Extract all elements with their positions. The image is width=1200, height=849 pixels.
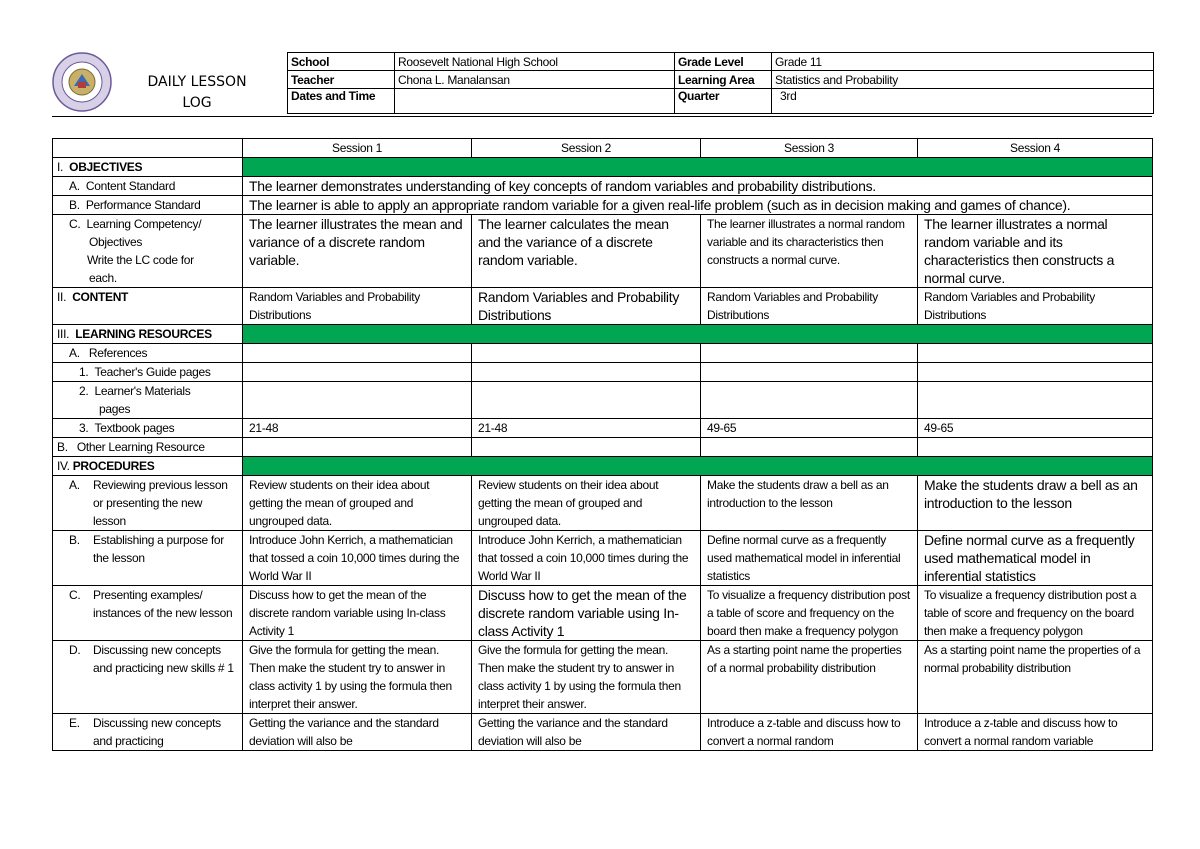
school-value: Roosevelt National High School <box>395 53 675 71</box>
content-standard-row <box>53 177 1153 196</box>
resources-row <box>53 325 1153 344</box>
resources-heading: III. LEARNING RESOURCES <box>53 325 243 344</box>
other-resource-label: B. Other Learning Resource <box>53 438 243 457</box>
header-rule <box>52 116 1152 117</box>
info-table <box>287 52 1154 114</box>
title-line-2: LOG <box>182 95 212 111</box>
procedure-b-label: B. Establishing a purpose for the lesson <box>53 531 243 586</box>
dates-value <box>395 89 675 114</box>
competency-session-1: The learner illustrates the mean and variance of a discrete random variable. <box>243 215 472 288</box>
procedure-c-session-2: Discuss how to get the mean of the discrete random variable using In-class Activity 1 <box>472 586 701 641</box>
content-standard-text: The learner demonstrates understanding of key concepts of random variables and probability distributions. <box>243 177 1153 196</box>
session-4-header: Session 4 <box>918 139 1153 158</box>
objectives-heading: I. OBJECTIVES <box>53 158 243 177</box>
area-label: Learning Area <box>675 71 772 89</box>
deped-seal-icon <box>52 52 112 112</box>
session-1-header: Session 1 <box>243 139 472 158</box>
textbook-session-2: 21-48 <box>472 419 701 438</box>
procedure-b-session-4: Define normal curve as a frequently used mathematical model in inferential statistics <box>918 531 1153 586</box>
area-value: Statistics and Probability <box>772 71 1154 89</box>
procedure-e-session-3: Introduce a z-table and discuss how to convert a normal random <box>701 714 918 751</box>
procedure-c-session-1: Discuss how to get the mean of the discrete random variable using In-class Activity 1 <box>243 586 472 641</box>
procedure-e-session-1: Getting the variance and the standard deviation will also be <box>243 714 472 751</box>
school-label: School <box>288 53 395 71</box>
procedure-d-row <box>53 641 1153 714</box>
procedure-e-label: E. Discussing new concepts and practicing <box>53 714 243 751</box>
procedure-e-row <box>53 714 1153 751</box>
document-header <box>52 46 1152 118</box>
session-2-header: Session 2 <box>472 139 701 158</box>
procedure-c-label: C. Presenting examples/ instances of the new lesson <box>53 586 243 641</box>
textbook-session-3: 49-65 <box>701 419 918 438</box>
session-header-row <box>53 139 1153 158</box>
performance-standard-text: The learner is able to apply an appropriate random variable for a given real-life problem (such as in decision making and games of chance). <box>243 196 1153 215</box>
competency-session-2: The learner calculates the mean and the variance of a discrete random variable. <box>472 215 701 288</box>
other-resource-row <box>53 438 1153 457</box>
procedure-d-session-1: Give the formula for getting the mean. Then make the student try to answer in class activity 1 by using the formula then interpret their answer. <box>243 641 472 714</box>
grade-value: Grade 11 <box>772 53 1154 71</box>
references-label: A. References <box>53 344 243 363</box>
procedure-d-session-2: Give the formula for getting the mean. Then make the student try to answer in class activity 1 by using the formula then interpret their answer. <box>472 641 701 714</box>
objectives-band <box>243 158 1153 177</box>
learners-materials-row <box>53 382 1153 419</box>
procedure-b-row <box>53 531 1153 586</box>
procedure-c-row <box>53 586 1153 641</box>
content-session-1: Random Variables and Probability Distributions <box>243 288 472 325</box>
title-line-1: DAILY LESSON <box>147 74 247 90</box>
competency-label: C. Learning Competency/ Objectives Write the LC code for each. <box>53 215 243 288</box>
learners-materials-label: 2. Learner's Materials pages <box>53 382 243 419</box>
content-heading: II. CONTENT <box>53 288 243 325</box>
content-session-3: Random Variables and Probability Distributions <box>701 288 918 325</box>
textbook-label: 3. Textbook pages <box>53 419 243 438</box>
procedure-a-session-3: Make the students draw a bell as an introduction to the lesson <box>701 476 918 531</box>
quarter-label: Quarter <box>675 89 772 114</box>
lesson-table <box>52 138 1153 751</box>
performance-standard-label: B. Performance Standard <box>53 196 243 215</box>
textbook-session-4: 49-65 <box>918 419 1153 438</box>
procedure-b-session-2: Introduce John Kerrich, a mathematician that tossed a coin 10,000 times during the World War II <box>472 531 701 586</box>
corner-cell <box>53 139 243 158</box>
procedure-a-session-4: Make the students draw a bell as an introduction to the lesson <box>918 476 1153 531</box>
procedure-a-session-2: Review students on their idea about getting the mean of grouped and ungrouped data. <box>472 476 701 531</box>
document-title <box>122 72 272 114</box>
session-3-header: Session 3 <box>701 139 918 158</box>
procedure-c-session-3: To visualize a frequency distribution post a table of score and frequency on the board then make a frequency polygon <box>701 586 918 641</box>
procedure-e-session-4: Introduce a z-table and discuss how to convert a normal random variable <box>918 714 1153 751</box>
teachers-guide-row <box>53 363 1153 382</box>
resources-band <box>243 325 1153 344</box>
procedure-d-label: D. Discussing new concepts and practicing new skills # 1 <box>53 641 243 714</box>
procedure-d-session-3: As a starting point name the properties of a normal probability distribution <box>701 641 918 714</box>
procedure-e-session-2: Getting the variance and the standard deviation will also be <box>472 714 701 751</box>
procedure-a-row <box>53 476 1153 531</box>
grade-label: Grade Level <box>675 53 772 71</box>
teachers-guide-label: 1. Teacher's Guide pages <box>53 363 243 382</box>
content-row <box>53 288 1153 325</box>
procedure-b-session-3: Define normal curve as a frequently used mathematical model in inferential statistics <box>701 531 918 586</box>
teacher-value: Chona L. Manalansan <box>395 71 675 89</box>
procedure-b-session-1: Introduce John Kerrich, a mathematician that tossed a coin 10,000 times during the World War II <box>243 531 472 586</box>
objectives-row <box>53 158 1153 177</box>
references-row <box>53 344 1153 363</box>
procedure-c-session-4: To visualize a frequency distribution post a table of score and frequency on the board then make a frequency polygon <box>918 586 1153 641</box>
procedure-a-session-1: Review students on their idea about getting the mean of grouped and ungrouped data. <box>243 476 472 531</box>
textbook-session-1: 21-48 <box>243 419 472 438</box>
content-session-4: Random Variables and Probability Distributions <box>918 288 1153 325</box>
competency-session-3: The learner illustrates a normal random variable and its characteristics then constructs a normal curve. <box>701 215 918 288</box>
procedures-row <box>53 457 1153 476</box>
procedure-d-session-4: As a starting point name the properties of a normal probability distribution <box>918 641 1153 714</box>
content-standard-label: A. Content Standard <box>53 177 243 196</box>
competency-session-4: The learner illustrates a normal random variable and its characteristics then constructs a normal curve. <box>918 215 1153 288</box>
procedures-band <box>243 457 1153 476</box>
competency-row <box>53 215 1153 288</box>
quarter-value: 3rd <box>772 89 1154 114</box>
textbook-row <box>53 419 1153 438</box>
content-session-2: Random Variables and Probability Distributions <box>472 288 701 325</box>
teacher-label: Teacher <box>288 71 395 89</box>
performance-standard-row <box>53 196 1153 215</box>
dates-label: Dates and Time <box>288 89 395 114</box>
procedure-a-label: A. Reviewing previous lesson or presenting the new lesson <box>53 476 243 531</box>
procedures-heading: IV. PROCEDURES <box>53 457 243 476</box>
